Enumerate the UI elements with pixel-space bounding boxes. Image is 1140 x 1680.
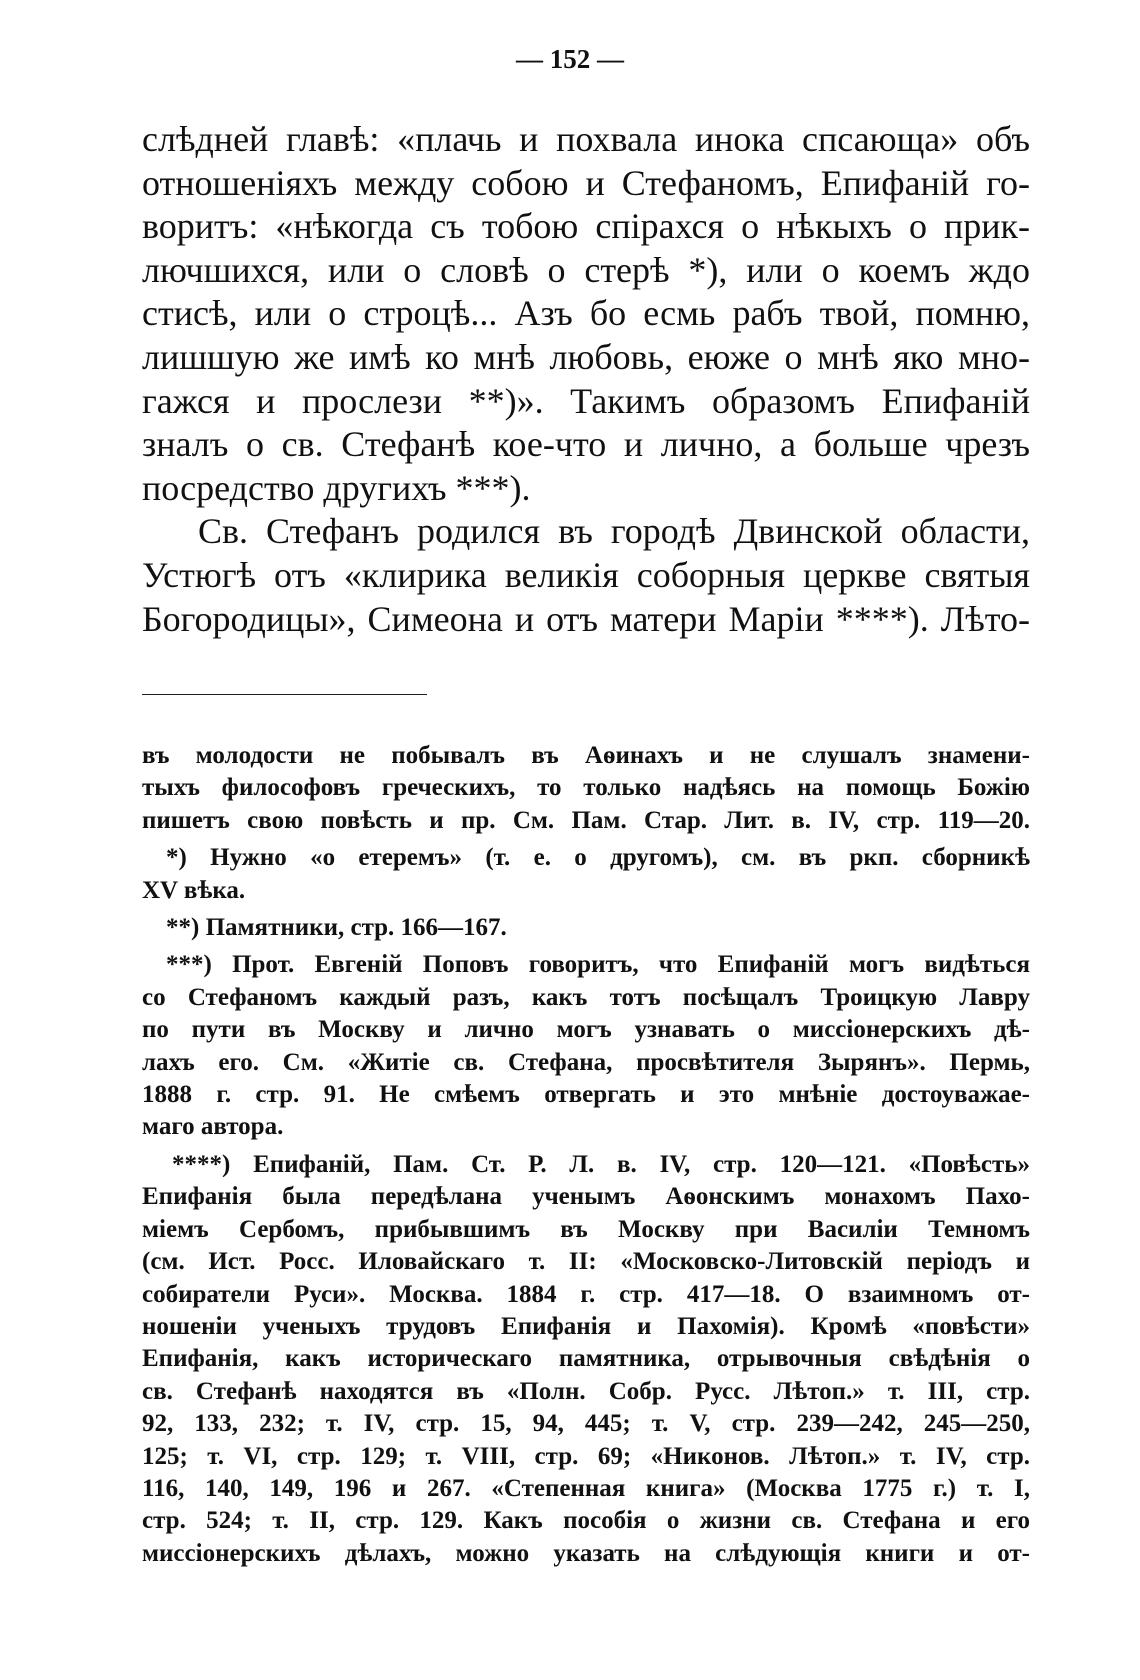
footnote-line: св. Стефанѣ находятся въ «Полн. Собр. Русс. Лѣтоп.» т. III, стр.: [142, 1377, 1030, 1405]
footnote-line: 92, 133, 232; т. IV, стр. 15, 94, 445; т. V, стр. 239—242, 245—250,: [142, 1410, 1030, 1438]
footnote-line: XV вѣка.: [142, 876, 246, 904]
footnote-line: пишетъ свою повѣсть и пр. См. Пам. Стар. Лит. в. IV, стр. 119—20.: [142, 806, 1030, 834]
main-line: Св. Стефанъ родился въ городѣ Двинской области,: [198, 511, 1030, 552]
footnote-line: ношеніи ученыхъ трудовъ Епифанія и Пахомія). Кромѣ «повѣсти»: [142, 1312, 1030, 1340]
footnote-line: по пути въ Москву и лично могъ узнавать о миссіонерскихъ дѣ-: [142, 1016, 1030, 1044]
main-line: лишшую же имѣ ко мнѣ любовь, еюже о мнѣ яко мно-: [142, 336, 1030, 377]
footnotes: [142, 740, 1030, 1570]
main-line: зналъ о св. Стефанѣ кое-что и лично, а больше чрезъ: [142, 424, 1030, 465]
footnote-line: лахъ его. См. «Житіе св. Стефана, просвѣтителя Зырянъ». Пермь,: [142, 1048, 1030, 1076]
footnote-line: ***) Прот. Евгеній Поповъ говоритъ, что Епифаній могъ видѣться: [166, 951, 1030, 979]
footnote-line: стр. 524; т. II, стр. 129. Какъ пособія о жизни св. Стефана и его: [142, 1507, 1030, 1535]
footnote-line: маго автора.: [142, 1113, 284, 1141]
footnote-line: Епифанія, какъ историческаго памятника, отрывочныя свѣдѣнія о: [142, 1345, 1030, 1373]
footnote-line: въ молодости не побывалъ въ Аѳинахъ и не слушалъ знамени-: [142, 742, 1030, 769]
footnote-line: миссіонерскихъ дѣлахъ, можно указать на слѣдующія книги и от-: [142, 1539, 1030, 1567]
footnote-line: тыхъ философовъ греческихъ, то только надѣясь на помощь Божію: [142, 774, 1030, 802]
main-line: слѣдней главѣ: «плачь и похвала инока спсающа» объ: [142, 119, 1030, 159]
footnote-line: 125; т. VI, стр. 129; т. VIII, стр. 69; «Никонов. Лѣтоп.» т. IV, стр.: [142, 1442, 1030, 1470]
footnote-1: [142, 842, 1030, 907]
footnote-line: со Стефаномъ каждый разъ, какъ тотъ посѣщалъ Троицкую Лавру: [142, 983, 1030, 1011]
footnote-3: [142, 949, 1030, 1143]
main-line: воритъ: «нѣкогда съ тобою спірахся о нѣкыхъ о прик-: [142, 206, 1030, 247]
footnote-continuation: [142, 740, 1030, 837]
main-line: гажся и прослези **)». Такимъ образомъ Епифаній: [142, 380, 1030, 421]
footnote-line: собиратели Руси». Москва. 1884 г. стр. 417—18. О взаимномъ от-: [142, 1280, 1030, 1308]
footnote-line: (см. Ист. Росс. Иловайскаго т. II: «Московско-Литовскій періодъ и: [142, 1248, 1030, 1276]
main-text: [142, 118, 1030, 641]
footnote-line: Епифанія была передѣлана ученымъ Аѳонскимъ монахомъ Пахо-: [142, 1183, 1030, 1211]
footnote-4: [142, 1149, 1030, 1570]
footnote-line: **) Памятники, стр. 166—167.: [166, 914, 507, 942]
main-line: отношеніяхъ между собою и Стефаномъ, Епифаній го-: [142, 162, 1030, 203]
footnote-line: ****) Епифаній, Пам. Ст. Р. Л. в. IV, стр. 120—121. «Повѣсть»: [172, 1150, 1030, 1178]
main-line: лючшихся, или о словѣ о стерѣ *), или о коемъ ждо: [142, 249, 1030, 290]
footnote-line: міемъ Сербомъ, прибывшимъ въ Москву при Василіи Темномъ: [142, 1215, 1030, 1243]
footnote-line: 116, 140, 149, 196 и 267. «Степенная книга» (Москва 1775 г.) т. I,: [142, 1474, 1030, 1502]
main-line: посредство другихъ ***).: [142, 467, 531, 508]
footnote-line: 1888 г. стр. 91. Не смѣемъ отвергать и это мнѣніе достоуважае-: [142, 1081, 1030, 1109]
main-line: стисѣ, или о строцѣ... Азъ бо есмь рабъ твой, помню,: [142, 293, 1030, 334]
page-number: — 152 —: [516, 44, 624, 74]
footnote-line: *) Нужно «о етеремъ» (т. е. о другомъ), см. въ ркп. сборникѣ: [166, 844, 1030, 872]
main-line: Богородицы», Симеона и отъ матери Маріи ****). Лѣто-: [142, 598, 1030, 639]
main-line: Устюгѣ отъ «клирика великія соборныя церкве святыя: [142, 554, 1030, 595]
footnote-divider: [142, 694, 427, 695]
footnote-2: [142, 912, 1030, 944]
